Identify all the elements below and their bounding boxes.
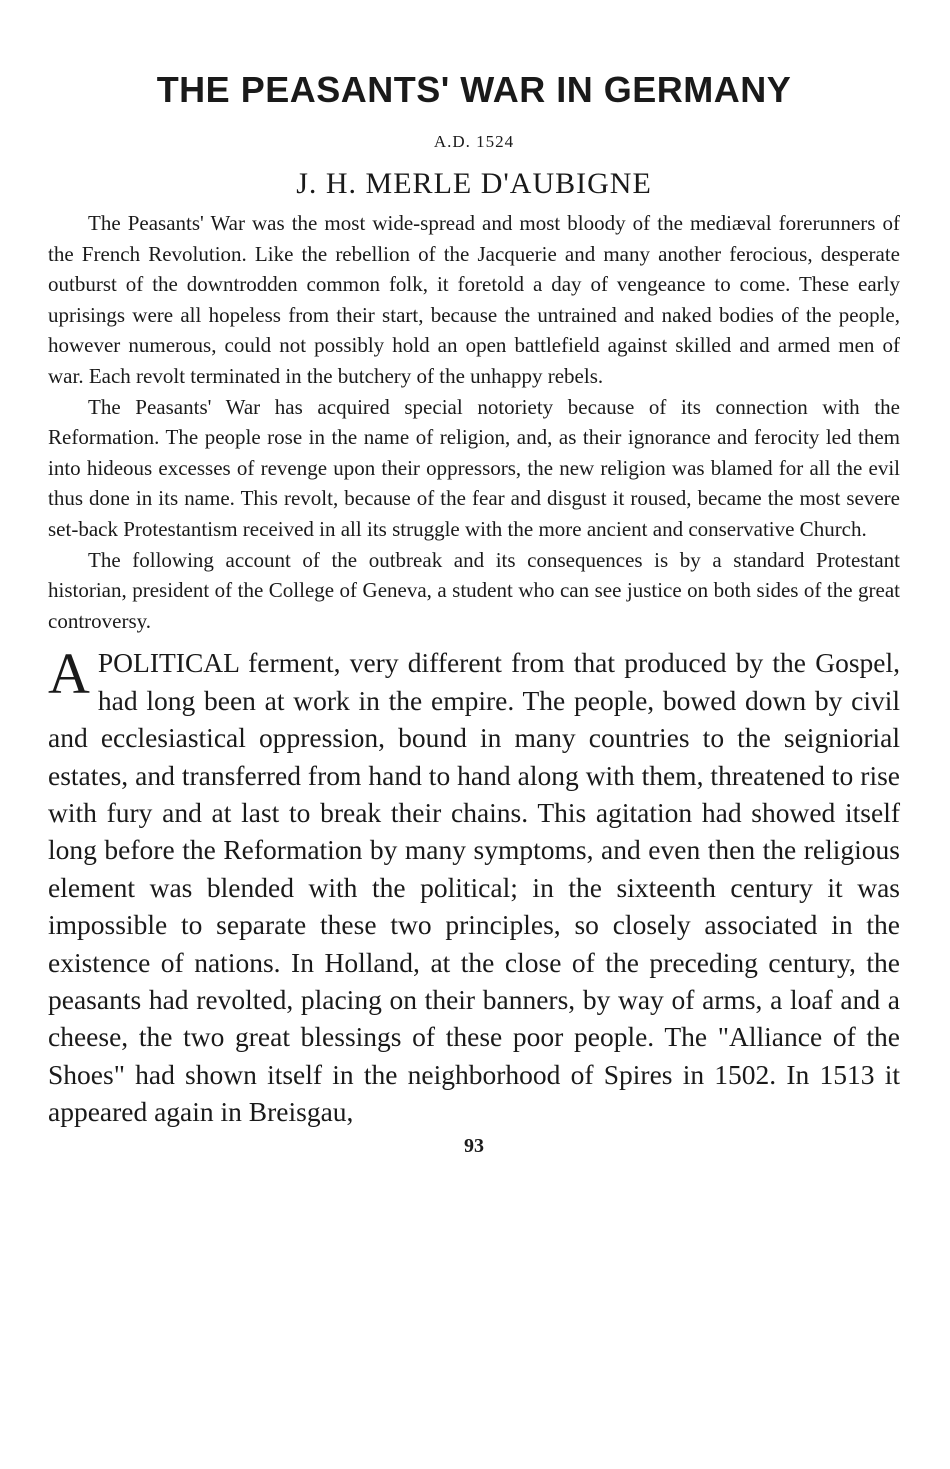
page xyxy=(48,0,900,1158)
intro-paragraph-3: The following account of the outbreak and its consequences is by a standard Protestant historian, president of the College of Geneva, a student who can see justice on both sides of the great controversy. xyxy=(48,547,900,633)
main-text xyxy=(48,641,900,1130)
body-paragraph xyxy=(48,641,900,1130)
drop-cap: A xyxy=(48,641,90,707)
editorial-introduction xyxy=(48,208,900,636)
body-paragraph-text: POLITICAL ferment, very different from that produced by the Gospel, had long been at work in the empire. The people, bowed down by civil and ecclesiastical oppression, bound in many countries to the seigniorial estates, and transferred from hand to hand along with them, threatened to rise with fury and at last to break their chains. This agitation had showed itself long before the Reformation by many symptoms, and even then the religious element was blended with the political; in the sixteenth century it was impossible to separate these two principles, so closely associated in the existence of nations. In Holland, at the close of the preceding century, the peasants had revolted, placing on their banners, by way of arms, a loaf and a cheese, the two great blessings of these poor people. The "Alliance of the Shoes" had shown itself in the neighborhood of Spires in 1502. In 1513 it appeared again in Breisgau, xyxy=(48,647,900,1128)
chapter-date: A.D. 1524 xyxy=(433,132,515,151)
chapter-title: THE PEASANTS' WAR IN GERMANY xyxy=(156,69,792,110)
chapter-author: J. H. MERLE D'AUBIGNE xyxy=(296,167,652,200)
page-number: 93 xyxy=(464,1134,484,1157)
intro-paragraph-1: The Peasants' War was the most wide-spread and most bloody of the mediæval forerunners of the French Revolution. Like the rebellion of the Jacquerie and many another ferocious, desperate outburst of the downtrodden common folk, it foretold a day of vengeance to come. These early uprisings were all hopeless from their start, because the untrained and naked bodies of the people, however numerous, could not possibly hold an open battlefield against skilled and armed men of war. Each revolt terminated in the butchery of the unhappy rebels. xyxy=(48,211,900,388)
intro-paragraph-2: The Peasants' War has acquired special notoriety because of its connection with the Reformation. The people rose in the name of religion, and, as their ignorance and ferocity led them into hideous excesses of revenge upon their oppressors, the new religion was blamed for all the evil thus done in its name. This revolt, because of the fear and disgust it roused, became the most severe set-back Protestantism received in all its struggle with the more ancient and conservative Church. xyxy=(48,394,900,541)
